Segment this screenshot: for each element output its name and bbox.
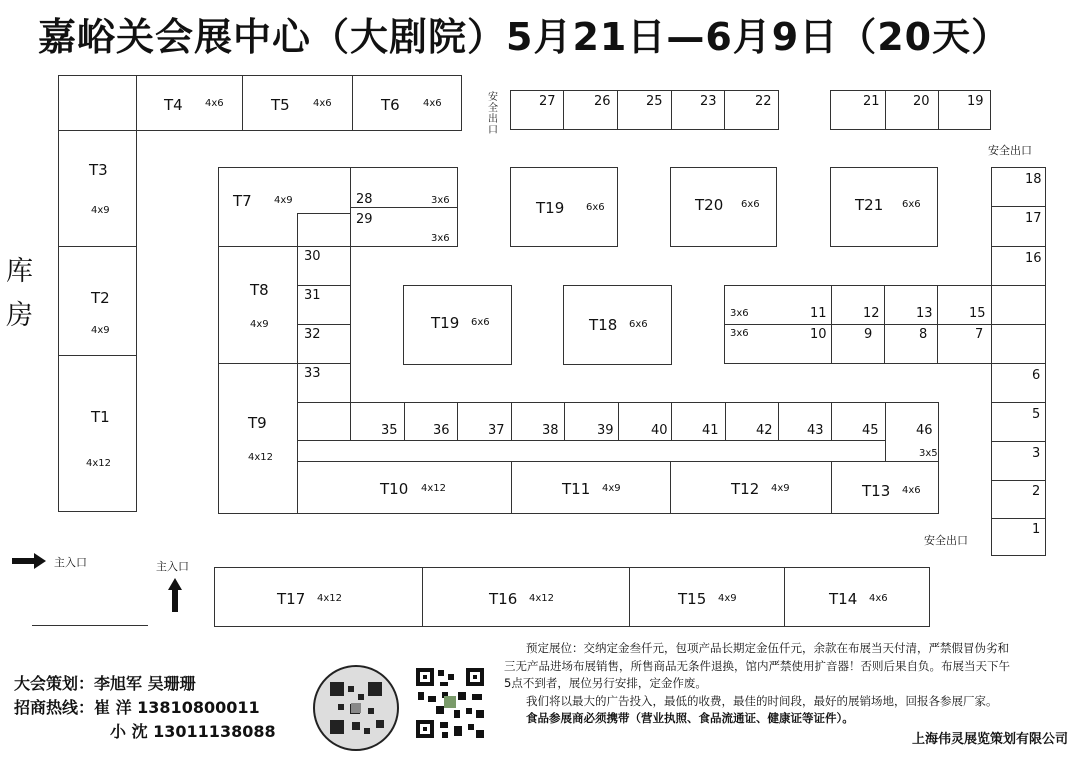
booth-t5[interactable] <box>242 75 353 131</box>
small-booth-5[interactable]: 5 <box>991 402 1046 442</box>
small-booth-45[interactable]: 45 <box>831 402 886 441</box>
booth-name: T17 <box>277 590 306 608</box>
exit-label-bottom: 安全出口 <box>924 534 968 547</box>
booth-name: T11 <box>562 480 591 498</box>
booth-t18[interactable] <box>563 285 672 365</box>
booth-name: T18 <box>589 316 618 334</box>
booth-size: 4x9 <box>91 205 110 216</box>
booth-size: 4x6 <box>423 98 442 109</box>
booth-size: 6x6 <box>629 319 648 330</box>
small-booth-10[interactable]: 3x6 10 <box>724 324 832 364</box>
arrow-right-icon <box>12 553 48 569</box>
planner-label: 大会策划： <box>14 674 95 693</box>
booth-size: 6x6 <box>471 317 490 328</box>
booth-size: 4x9 <box>771 483 790 494</box>
small-booth-39[interactable]: 39 <box>564 402 619 441</box>
hotline-row <box>14 696 276 720</box>
booth-t21[interactable] <box>830 167 938 247</box>
booth-name: T16 <box>489 590 518 608</box>
small-booth-40[interactable]: 40 <box>618 402 672 441</box>
booth-size: 6x6 <box>586 202 605 213</box>
booth-t19-center[interactable] <box>403 285 512 365</box>
booth-size: 4x9 <box>602 483 621 494</box>
booth-size: 4x12 <box>529 593 555 604</box>
small-booth-12[interactable]: 12 <box>831 285 885 325</box>
small-booth-27[interactable]: 27 <box>510 90 564 130</box>
small-booth-43[interactable]: 43 <box>778 402 832 441</box>
booth-name: T1 <box>91 408 110 426</box>
booth-name: T4 <box>164 96 183 114</box>
booth-t9[interactable] <box>218 363 298 514</box>
booth-size: 4x6 <box>205 98 224 109</box>
wechat-qr-code-icon[interactable] <box>312 664 400 752</box>
small-booth-31[interactable]: 31 <box>297 285 351 325</box>
booth-size: 4x12 <box>248 452 274 463</box>
small-booth-7[interactable]: 7 <box>937 324 992 364</box>
booth-size: 4x12 <box>317 593 343 604</box>
booth-size: 4x6 <box>869 593 888 604</box>
small-booth-2[interactable]: 2 <box>991 480 1046 519</box>
small-booth-19[interactable]: 19 <box>938 90 991 130</box>
planner-row <box>14 672 276 696</box>
booth-t8[interactable] <box>218 246 298 364</box>
hotline-row-2 <box>14 720 276 744</box>
small-booth-37[interactable]: 37 <box>457 402 512 441</box>
booth-t6[interactable] <box>352 75 462 131</box>
booth-t20[interactable] <box>670 167 777 247</box>
booth-t1[interactable] <box>58 355 137 512</box>
booth-t4[interactable] <box>136 75 243 131</box>
small-booth-9[interactable]: 9 <box>831 324 885 364</box>
small-booth-1[interactable]: 1 <box>991 518 1046 556</box>
hotline-2: 小 沈 13011138088 <box>110 722 276 741</box>
booth-name: T12 <box>731 480 760 498</box>
small-booth-17[interactable]: 17 <box>991 206 1046 247</box>
small-booth-21[interactable]: 21 <box>830 90 886 130</box>
small-booth-26[interactable]: 26 <box>563 90 618 130</box>
planner-names: 李旭军 吴珊珊 <box>94 674 196 693</box>
small-booth-16[interactable]: 16 <box>991 246 1046 286</box>
small-booth-46[interactable]: 46 3x5 <box>885 402 939 462</box>
rules-line-2: 三无产品进场布展销售，所售商品无条件退换，馆内严禁使用扩音器！否则后果自负。布展当天下午 <box>504 658 1010 673</box>
small-booth-42[interactable]: 42 <box>725 402 779 441</box>
booth-name: T19 <box>536 199 565 217</box>
small-booth-15[interactable]: 15 <box>937 285 992 325</box>
booth-name: T2 <box>91 289 110 307</box>
small-booth-35[interactable]: 35 <box>350 402 405 441</box>
booth-t16[interactable] <box>422 567 630 627</box>
small-booth-28[interactable]: 28 3x6 <box>350 167 458 208</box>
small-booth-41[interactable]: 41 <box>671 402 726 441</box>
booth-size: 4x12 <box>86 458 112 469</box>
booth-t14[interactable] <box>784 567 930 627</box>
booth-size: 4x9 <box>91 325 110 336</box>
booth-t19-top[interactable] <box>510 167 618 247</box>
booth-t13[interactable] <box>831 461 939 514</box>
rules-line-3: 5点不到者，展位另行安排，定金作废。 <box>504 676 707 691</box>
booking-rules <box>504 640 1072 749</box>
contact-block <box>14 672 276 744</box>
booth-name: T15 <box>678 590 707 608</box>
warehouse-label: 库房 <box>6 256 33 331</box>
booth-t12[interactable] <box>670 461 832 514</box>
booth-size: 4x6 <box>902 485 921 496</box>
small-booth-8[interactable]: 8 <box>884 324 938 364</box>
small-booth-11[interactable]: 3x6 11 <box>724 285 832 325</box>
booth-name: T7 <box>233 192 252 210</box>
booth-name: T14 <box>829 590 858 608</box>
small-booth-36[interactable]: 36 <box>404 402 458 441</box>
booth-t10[interactable] <box>297 461 512 514</box>
small-booth-empty-a <box>991 285 1046 325</box>
booth-name: T9 <box>248 414 267 432</box>
small-booth-13[interactable]: 13 <box>884 285 938 325</box>
booth-name: T5 <box>271 96 290 114</box>
booth-size: 4x9 <box>274 195 293 206</box>
booth-corner-empty <box>58 75 137 131</box>
booth-size: 6x6 <box>741 199 760 210</box>
booth-t2[interactable] <box>58 246 137 356</box>
small-booth-blank <box>297 213 351 247</box>
booth-name: T6 <box>381 96 400 114</box>
booth-t11[interactable] <box>511 461 671 514</box>
aisle-strip <box>297 440 886 462</box>
booth-t15[interactable] <box>629 567 785 627</box>
rules-line-4: 我们将以最大的广告投入，最低的收费，最佳的时间段，最好的展销场地，回报各参展厂家。 <box>526 693 998 708</box>
arrow-up-icon <box>168 578 182 614</box>
main-entrance-left: 主入口 <box>54 556 87 569</box>
booth-name: T10 <box>380 480 409 498</box>
booth-size: 4x6 <box>313 98 332 109</box>
main-entrance-bottom: 主入口 <box>156 560 189 573</box>
booth-name: T8 <box>250 281 269 299</box>
small-booth-20[interactable]: 20 <box>885 90 939 130</box>
small-booth-22[interactable]: 22 <box>724 90 779 130</box>
rules-line-5: 食品参展商必须携带（营业执照、食品流通证、健康证等证件）。 <box>526 711 854 726</box>
booth-t3[interactable] <box>58 130 137 247</box>
booth-size: 4x9 <box>718 593 737 604</box>
company-name: 上海伟灵展览策划有限公司 <box>911 731 1068 747</box>
divider-line <box>32 625 148 626</box>
small-booth-blank-2 <box>297 402 351 441</box>
exit-label-right: 安全出口 <box>988 144 1032 157</box>
small-booth-25[interactable]: 25 <box>617 90 672 130</box>
hotline-label: 招商热线： <box>14 698 95 717</box>
small-booth-29[interactable]: 29 3x6 <box>350 207 458 247</box>
hotline-1: 崔 洋 13810800011 <box>94 698 260 717</box>
small-booth-32[interactable]: 32 <box>297 324 351 364</box>
small-booth-30[interactable]: 30 <box>297 246 351 286</box>
small-booth-33[interactable]: 33 <box>297 363 351 403</box>
small-booth-6[interactable]: 6 <box>991 363 1046 403</box>
booth-t17[interactable] <box>214 567 423 627</box>
small-booth-3[interactable]: 3 <box>991 441 1046 481</box>
small-booth-18[interactable]: 18 <box>991 167 1046 207</box>
exit-label-top: 安全出口 <box>488 92 498 136</box>
booth-size: 4x12 <box>421 483 447 494</box>
booth-name: T20 <box>695 196 724 214</box>
small-booth-empty-b <box>991 324 1046 364</box>
booth-name: T3 <box>89 161 108 179</box>
booth-size: 6x6 <box>902 199 921 210</box>
booth-name: T19 <box>431 314 460 332</box>
page-title: 嘉峪关会展中心（大剧院）5月21日—6月9日（20天） <box>38 15 1011 59</box>
small-booth-38[interactable]: 38 <box>511 402 565 441</box>
qr-code-icon[interactable] <box>414 666 486 740</box>
small-booth-23[interactable]: 23 <box>671 90 725 130</box>
rules-line-1: 预定展位：交纳定金叁仟元，包项产品长期定金伍仟元，余款在布展当天付清，严禁假冒伪劣和 <box>526 641 1009 655</box>
booth-size: 4x9 <box>250 319 269 330</box>
booth-name: T13 <box>862 482 891 500</box>
booth-name: T21 <box>855 196 884 214</box>
